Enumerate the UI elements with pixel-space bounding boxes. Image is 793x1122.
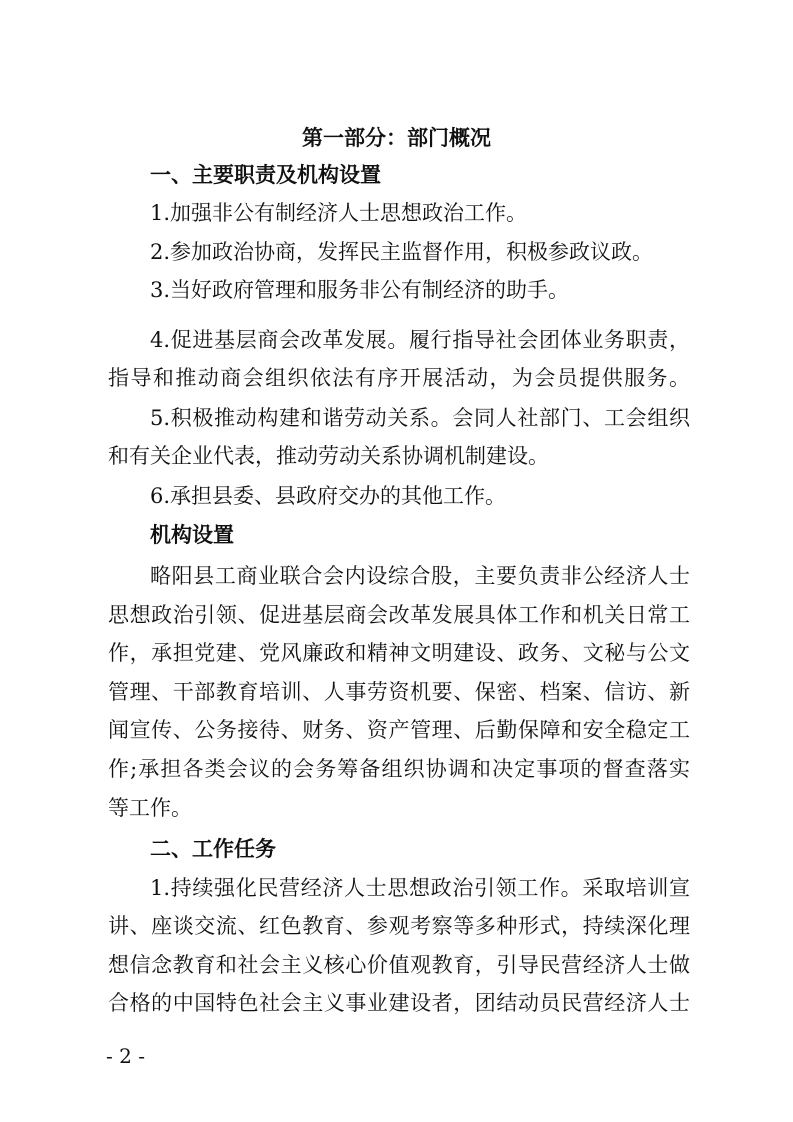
task-line: 想信念教育和社会主义核心价值观教育，引导民营经济人士做 [108,953,690,977]
task-line: 合格的中国特色社会主义事业建设者，团结动员民营经济人士 [108,991,690,1015]
section-heading-2: 二、工作任务 [150,837,276,861]
duty-item-3: 3.当好政府管理和服务非公有制经济的助手。 [150,278,570,302]
org-line: 闻宣传、公务接待、财务、资产管理、后勤保障和安全稳定工 [108,718,690,742]
section-heading-1: 一、主要职责及机构设置 [150,163,381,187]
duty-item-4-line2: 指导和推动商会组织依法有序开展活动，为会员提供服务。 [108,366,690,390]
duty-item-4-line1: 4.促进基层商会改革发展。履行指导社会团体业务职责， [150,328,690,352]
org-line: 等工作。 [108,796,192,820]
org-line: 作;承担各类会议的会务筹备组织协调和决定事项的督查落实 [108,757,690,781]
org-line: 管理、干部教育培训、人事劳资机要、保密、档案、信访、新 [108,680,690,704]
duty-item-1: 1.加强非公有制经济人士思想政治工作。 [150,201,528,225]
duty-item-5-line1: 5.积极推动构建和谐劳动关系。会同人社部门、工会组织 [150,406,690,430]
page-title: 第一部分：部门概况 [302,125,491,150]
task-line: 讲、座谈交流、红色教育、参观考察等多种形式，持续深化理 [108,914,690,938]
duty-item-2: 2.参加政治协商，发挥民主监督作用，积极参政议政。 [150,240,654,264]
task-line: 1.持续强化民营经济人士思想政治引领工作。采取培训宣 [150,876,690,900]
duty-item-6: 6.承担县委、县政府交办的其他工作。 [150,484,507,508]
org-heading: 机构设置 [150,523,234,547]
page-number: - 2 - [106,1044,145,1068]
org-line: 略阳县工商业联合会内设综合股，主要负责非公经济人士 [150,564,690,588]
duty-item-5-line2: 和有关企业代表，推动劳动关系协调机制建设。 [108,444,549,468]
org-line: 作，承担党建、党风廉政和精神文明建设、政务、文秘与公文 [108,641,690,665]
org-line: 思想政治引领、促进基层商会改革发展具体工作和机关日常工 [108,603,690,627]
